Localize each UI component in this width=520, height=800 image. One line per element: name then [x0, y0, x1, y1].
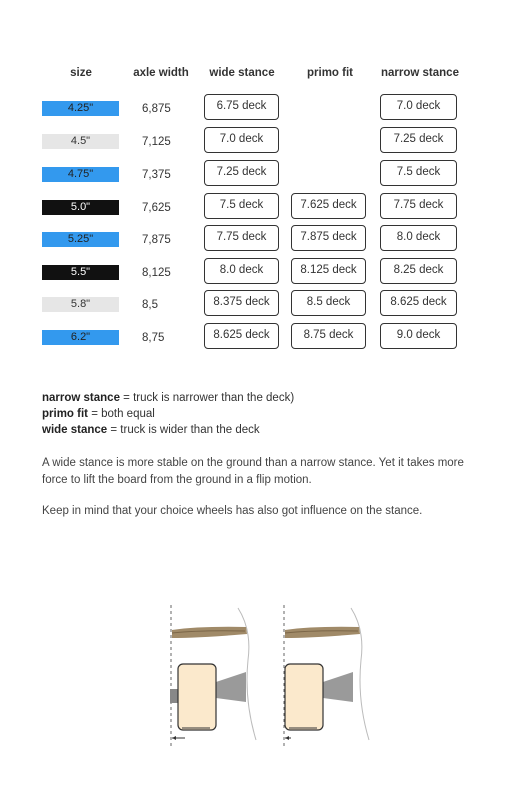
table-row [0, 323, 520, 353]
table-row [0, 127, 520, 157]
table-row [0, 258, 520, 288]
narrow-stance-deck: 9.0 deck [380, 323, 457, 349]
legend-term: wide stance [42, 424, 108, 436]
wheel-size-badge: 4.5" [42, 134, 119, 149]
header-size: size [70, 67, 92, 79]
wide-stance-deck: 8.375 deck [204, 290, 279, 316]
axle-width-value: 7,625 [142, 202, 171, 214]
axle-width-value: 8,125 [142, 267, 171, 279]
axle-width-value: 7,125 [142, 136, 171, 148]
legend-desc: = truck is wider than the deck [107, 424, 260, 436]
wide-stance-deck: 7.75 deck [204, 225, 279, 251]
legend-term: narrow stance [42, 392, 120, 404]
stability-paragraph: A wide stance is more stable on the ground than a narrow stance. Yet it takes more force to lift the board from the ground in a flip motion. [42, 457, 464, 486]
axle-width-value: 8,75 [142, 332, 165, 344]
wheel-size-badge: 5.5" [42, 265, 119, 280]
narrow-stance-illustration-icon [284, 605, 369, 748]
wide-stance-illustration-icon [170, 605, 256, 748]
header-narrow-stance: narrow stance [381, 67, 459, 79]
wide-stance-deck: 7.0 deck [204, 127, 279, 153]
wide-stance-deck: 6.75 deck [204, 94, 279, 120]
primo-fit-deck: 7.625 deck [291, 193, 366, 219]
wheel-size-badge: 5.0" [42, 200, 119, 215]
legend-desc: = both equal [88, 408, 155, 420]
header-wide-stance: wide stance [209, 67, 275, 79]
table-row [0, 290, 520, 320]
wheel-size-badge: 5.8" [42, 297, 119, 312]
wide-stance-deck: 8.625 deck [204, 323, 279, 349]
narrow-stance-deck: 8.25 deck [380, 258, 457, 284]
wide-stance-deck: 7.5 deck [204, 193, 279, 219]
narrow-stance-deck: 7.75 deck [380, 193, 457, 219]
axle-width-value: 6,875 [142, 103, 171, 115]
table-row [0, 193, 520, 223]
legend-primo [42, 406, 294, 422]
table-row [0, 160, 520, 190]
wheel-size-badge: 5.25" [42, 232, 119, 247]
wide-stance-deck: 8.0 deck [204, 258, 279, 284]
axle-width-value: 7,375 [142, 169, 171, 181]
narrow-stance-deck: 8.0 deck [380, 225, 457, 251]
axle-width-value: 7,875 [142, 234, 171, 246]
wheel-size-badge: 4.75" [42, 167, 119, 182]
narrow-stance-deck: 7.5 deck [380, 160, 457, 186]
stance-illustration [160, 600, 370, 750]
narrow-stance-deck: 7.0 deck [380, 94, 457, 120]
wheel-size-badge: 6.2" [42, 330, 119, 345]
legend-narrow [42, 390, 294, 406]
legend-wide [42, 422, 294, 438]
primo-fit-deck: 8.125 deck [291, 258, 366, 284]
table-row [0, 94, 520, 124]
wheels-paragraph: Keep in mind that your choice wheels has also got influence on the stance. [42, 505, 423, 517]
wheel-size-badge: 4.25" [42, 101, 119, 116]
axle-width-value: 8,5 [142, 299, 158, 311]
primo-fit-deck: 8.5 deck [291, 290, 366, 316]
legend [42, 390, 294, 438]
wide-stance-deck: 7.25 deck [204, 160, 279, 186]
narrow-stance-deck: 8.625 deck [380, 290, 457, 316]
narrow-stance-deck: 7.25 deck [380, 127, 457, 153]
header-axle-width: axle width [133, 67, 189, 79]
legend-term: primo fit [42, 408, 88, 420]
legend-desc: = truck is narrower than the deck) [119, 392, 295, 404]
header-primo-fit: primo fit [307, 67, 353, 79]
primo-fit-deck: 7.875 deck [291, 225, 366, 251]
primo-fit-deck: 8.75 deck [291, 323, 366, 349]
table-row [0, 225, 520, 255]
